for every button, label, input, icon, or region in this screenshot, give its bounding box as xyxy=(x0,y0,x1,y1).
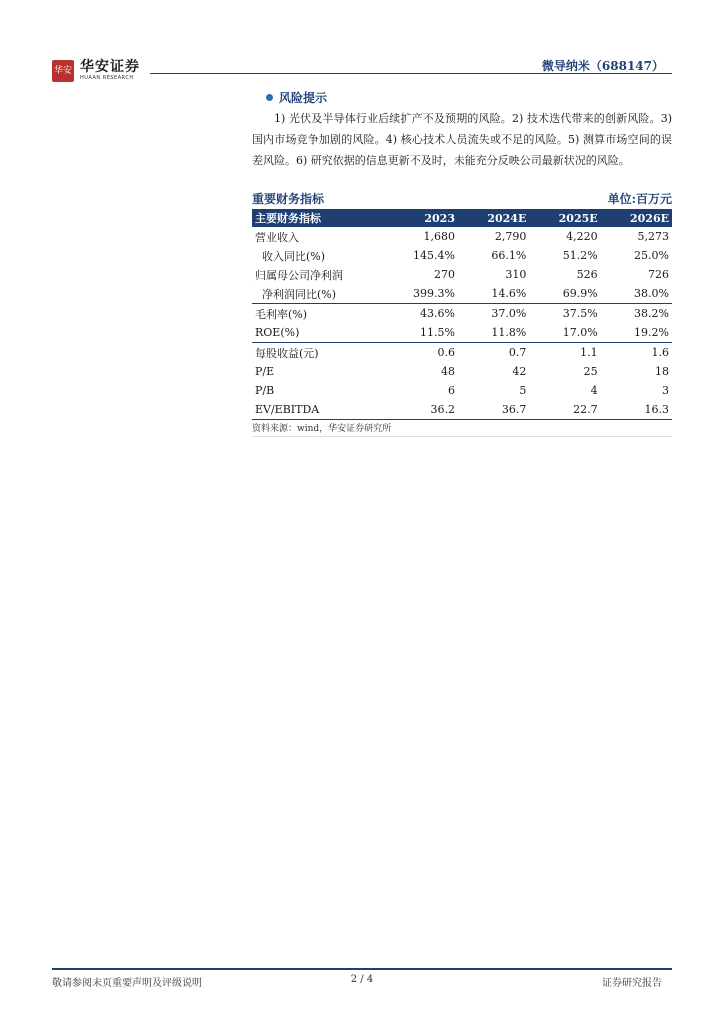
table-title-row xyxy=(252,190,672,207)
company-title: 微导纳米（688147） xyxy=(541,59,664,73)
row-label: P/E xyxy=(255,365,275,378)
table-header-cell: 2023 xyxy=(382,209,458,227)
brand-name-cn: 华安证券 xyxy=(80,59,140,75)
financial-table xyxy=(252,209,672,420)
bullet-icon xyxy=(266,94,273,101)
table-cell: 37.0% xyxy=(491,307,527,320)
table-cell: 16.3 xyxy=(601,400,672,420)
table-cell: 3 xyxy=(662,384,669,397)
row-label: P/B xyxy=(255,384,275,397)
table-cell: 36.2 xyxy=(382,400,458,420)
table-cell: 1,680 xyxy=(423,230,455,243)
table-cell: 310 xyxy=(505,268,527,281)
source-divider xyxy=(252,436,672,437)
row-label: 毛利率(%) xyxy=(255,307,308,321)
table-row xyxy=(252,227,672,246)
table-row xyxy=(252,246,672,265)
table-cell: 22.7 xyxy=(529,400,600,420)
table-cell: 14.6% xyxy=(458,284,529,304)
table-cell: 0.7 xyxy=(508,346,527,359)
table-header-cell: 2026E xyxy=(601,209,672,227)
table-row xyxy=(252,284,672,304)
table-cell: 270 xyxy=(434,268,455,281)
table-cell: 17.0% xyxy=(529,323,600,343)
table-cell: 36.7 xyxy=(458,400,529,420)
risk-paragraph: 1) 光伏及半导体行业后续扩产不及预期的风险。2) 技术迭代带来的创新风险。3) 国内市场竞争加剧的风险。4) 核心技术人员流失或不足的风险。5) 测算市场空间的误差风险。6) 研究依据的信息更新不及时，未能充分反映公司最新状况的风险。 xyxy=(252,112,672,167)
table-cell: 1.6 xyxy=(651,346,669,359)
footer-divider xyxy=(52,968,672,970)
table-header-cell: 2024E xyxy=(458,209,529,227)
table-row xyxy=(252,265,672,284)
risk-heading xyxy=(266,89,327,106)
row-label: EV/EBITDA xyxy=(252,400,382,420)
row-label: 收入同比(%) xyxy=(262,249,326,263)
table-cell: 25 xyxy=(583,365,598,378)
table-title: 重要财务指标 xyxy=(252,192,325,206)
table-header-cell: 主要财务指标 xyxy=(252,209,382,227)
brand-name-en: HUAAN RESEARCH xyxy=(80,75,134,81)
table-cell: 2,790 xyxy=(494,230,527,243)
table-row xyxy=(252,400,672,420)
table-cell: 51.2% xyxy=(562,249,598,262)
table-row xyxy=(252,381,672,400)
page-number: 2 / 4 xyxy=(350,974,374,985)
row-label: 净利润同比(%) xyxy=(252,284,382,304)
table-cell: 42 xyxy=(512,365,527,378)
table-cell: 1.1 xyxy=(580,346,598,359)
table-cell: 0.6 xyxy=(437,346,455,359)
table-row xyxy=(252,362,672,381)
table-cell: 11.5% xyxy=(382,323,458,343)
table-header-row xyxy=(252,209,672,227)
table-row xyxy=(252,304,672,324)
table-row xyxy=(252,343,672,363)
brand-logo xyxy=(52,60,140,82)
table-cell: 69.9% xyxy=(529,284,600,304)
table-cell: 25.0% xyxy=(634,249,669,262)
table-cell: 399.3% xyxy=(382,284,458,304)
table-cell: 38.0% xyxy=(601,284,672,304)
table-unit: 单位:百万元 xyxy=(607,192,672,206)
table-cell: 145.4% xyxy=(413,249,455,262)
seal-icon: 华安 xyxy=(52,60,74,82)
table-row xyxy=(252,323,672,343)
table-cell: 526 xyxy=(576,268,598,281)
table-cell: 726 xyxy=(648,268,669,281)
table-cell: 37.5% xyxy=(562,307,598,320)
table-cell: 19.2% xyxy=(601,323,672,343)
table-header-cell: 2025E xyxy=(529,209,600,227)
source-note: 资料来源：wind，华安证券研究所 xyxy=(252,424,392,434)
brand-text xyxy=(80,60,140,82)
row-label: 归属母公司净利润 xyxy=(255,268,343,282)
row-label: 每股收益(元) xyxy=(255,346,319,360)
footer-report-type: 证券研究报告 xyxy=(602,978,662,989)
table-cell: 48 xyxy=(441,365,455,378)
table-cell: 6 xyxy=(448,384,455,397)
table-cell: 11.8% xyxy=(458,323,529,343)
table-cell: 5,273 xyxy=(637,230,669,243)
row-label: 营业收入 xyxy=(255,230,299,244)
table-cell: 4,220 xyxy=(566,230,598,243)
table-cell: 5 xyxy=(519,384,527,397)
table-cell: 38.2% xyxy=(634,307,669,320)
table-cell: 66.1% xyxy=(491,249,527,262)
row-label: ROE(%) xyxy=(252,323,382,343)
table-cell: 43.6% xyxy=(420,307,455,320)
risk-heading-label: 风险提示 xyxy=(279,91,328,105)
footer-disclaimer: 敬请参阅末页重要声明及评级说明 xyxy=(52,978,202,989)
table-cell: 4 xyxy=(590,384,598,397)
table-cell: 18 xyxy=(655,365,669,378)
